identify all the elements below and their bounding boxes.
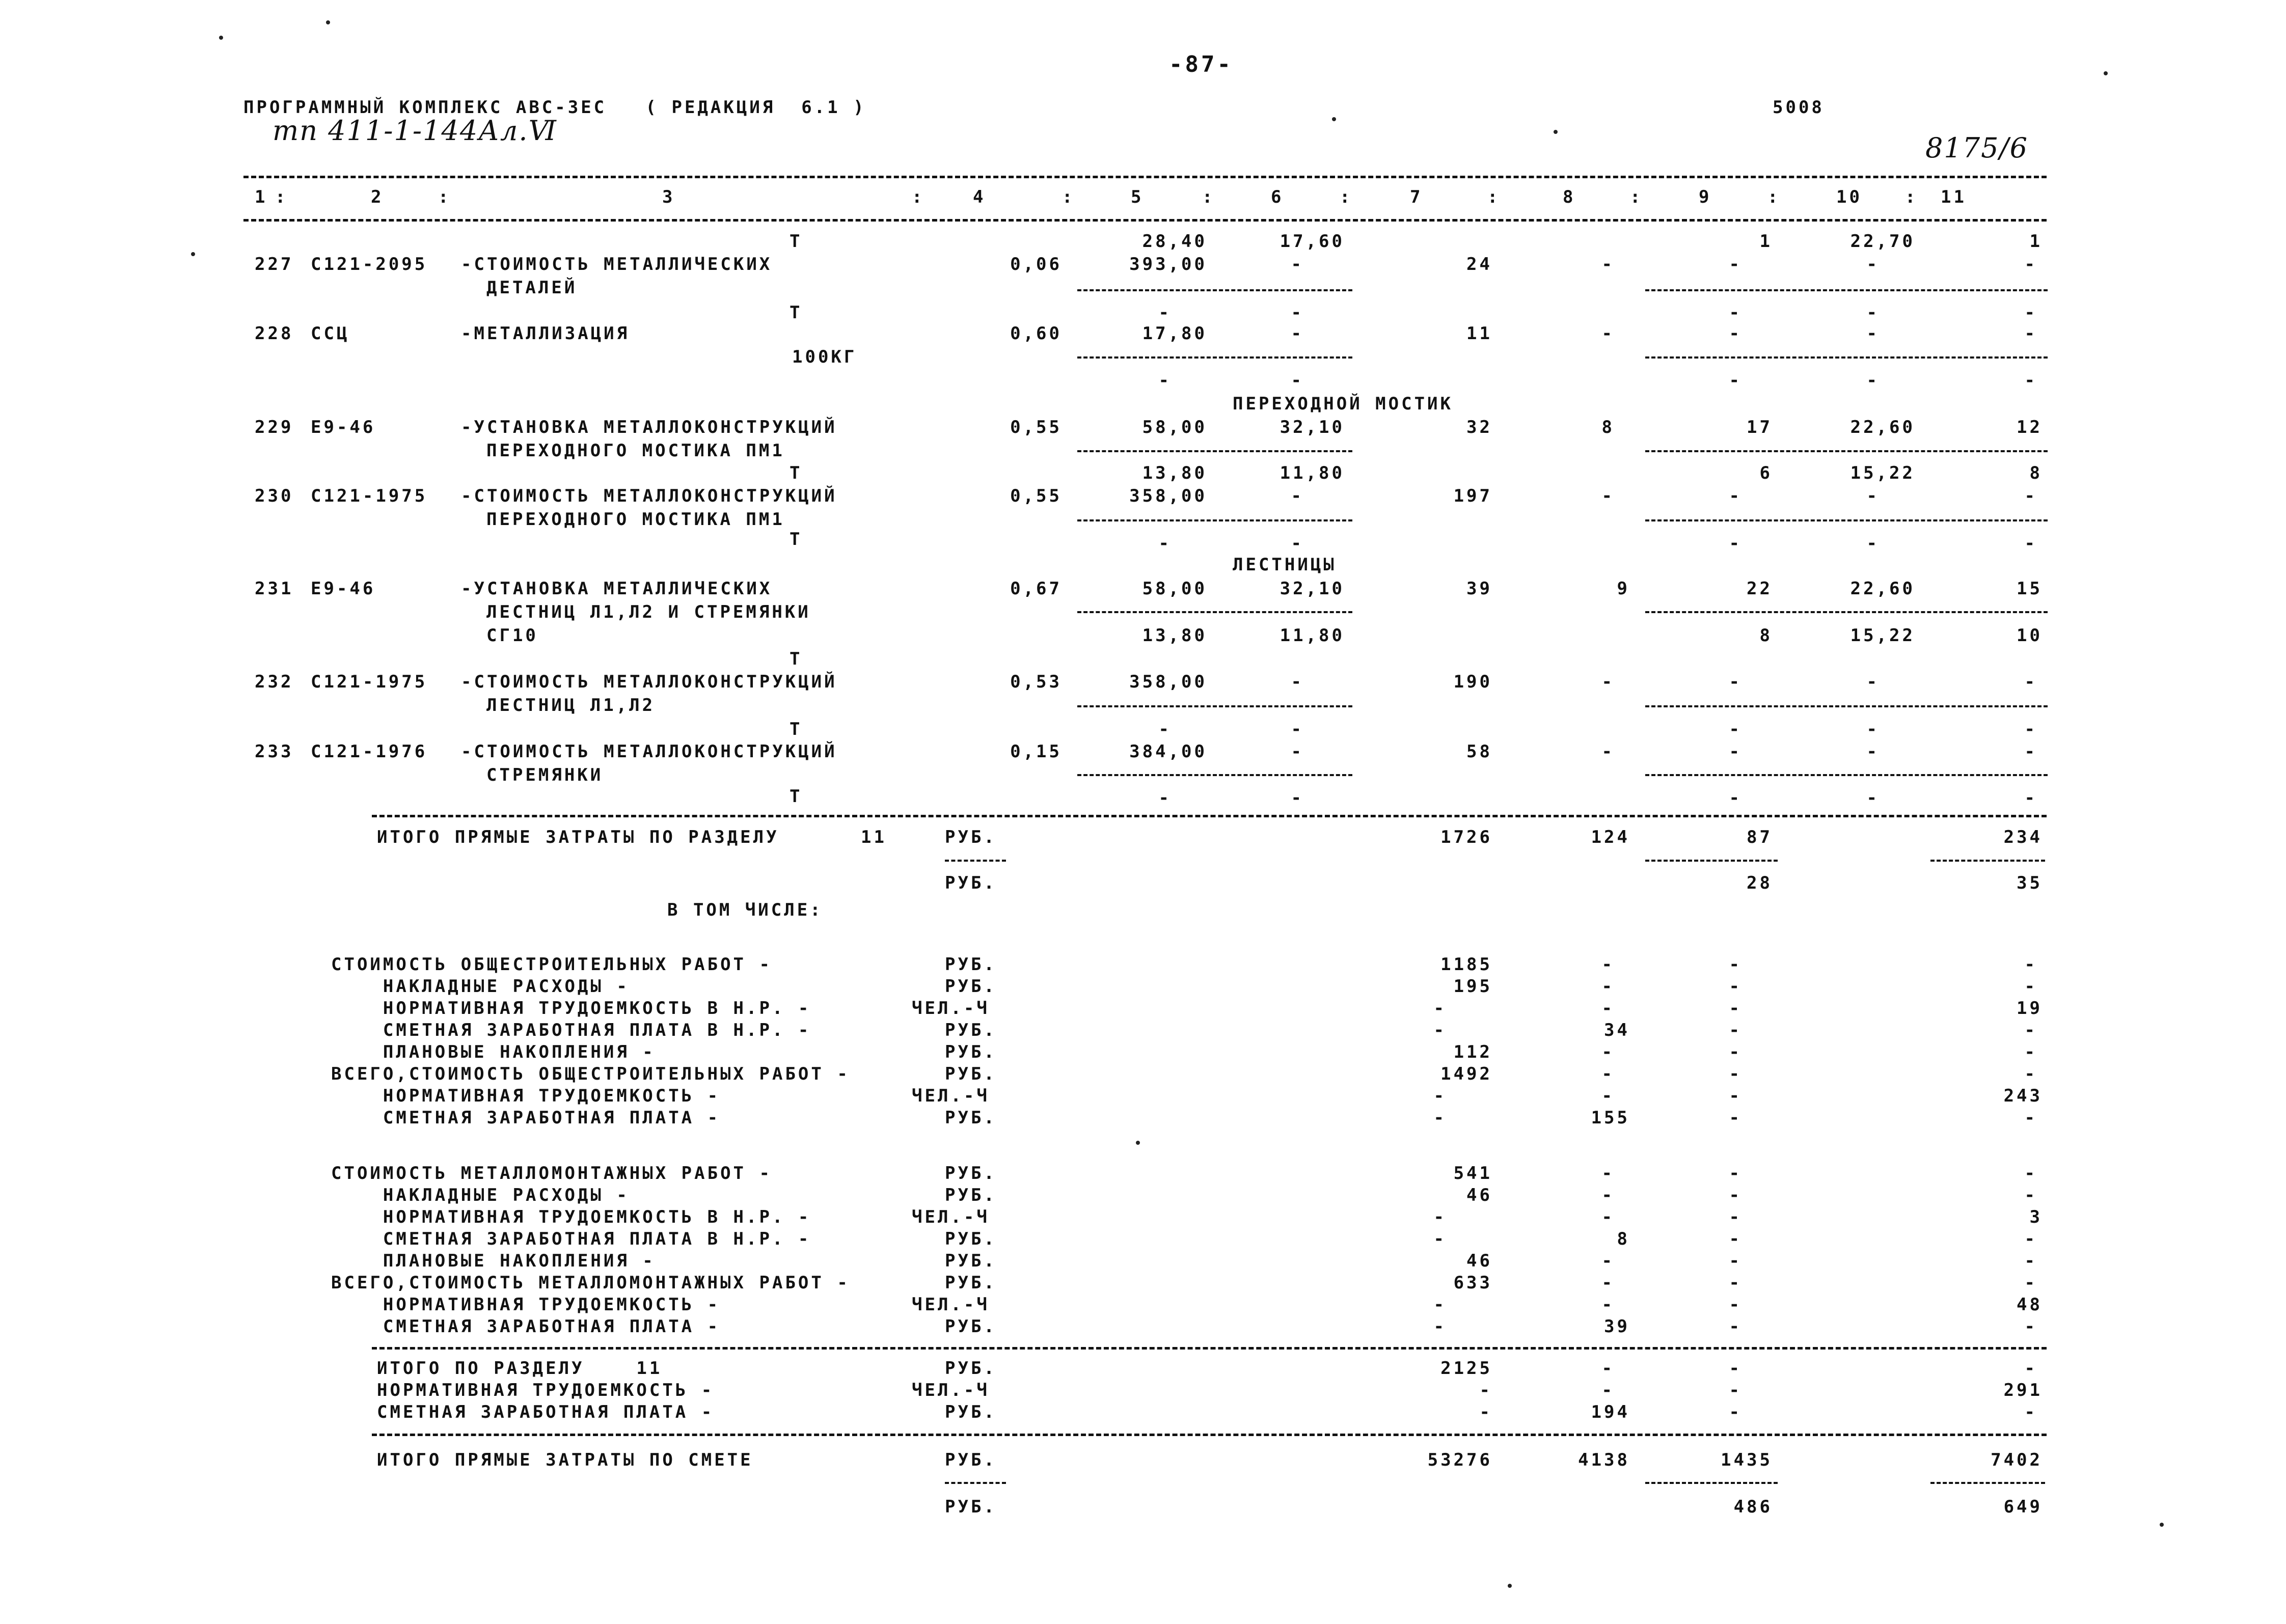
section-summary-rule: [372, 1347, 2047, 1350]
row-number: 227: [255, 254, 294, 274]
scan-speck: [2160, 1523, 2164, 1527]
col-header-6: 6: [1271, 187, 1284, 207]
including-label: В ТОМ ЧИСЛЕ:: [667, 900, 823, 920]
row-description: -УСТАНОВКА МЕТАЛЛИЧЕСКИХ: [461, 579, 773, 599]
handwritten-project-code: тп 411-1-144Ал.Ⅵ: [273, 115, 557, 147]
row-code: ССЦ: [311, 323, 350, 344]
row-description: -СТОИМОСТЬ МЕТАЛЛОКОНСТРУКЦИЙ: [461, 672, 837, 692]
row-number: 228: [255, 323, 294, 344]
row-number: 232: [255, 672, 294, 692]
col-header-7: 7: [1410, 187, 1423, 207]
row-description: -СТОИМОСТЬ МЕТАЛЛИЧЕСКИХ: [461, 254, 773, 274]
row-description: -УСТАНОВКА МЕТАЛЛОКОНСТРУКЦИЙ: [461, 417, 837, 437]
col-header-2: 2: [371, 187, 384, 207]
scan-speck: [1136, 1141, 1140, 1145]
row-code: С121-1975: [311, 672, 428, 692]
section-total-rule: [372, 815, 2047, 817]
scan-speck: [2104, 71, 2108, 75]
document-code: 5008: [1773, 97, 1825, 118]
header-top-rule: [243, 176, 2047, 178]
row-number: 229: [255, 417, 294, 437]
scan-speck: [326, 20, 330, 24]
row-number: 231: [255, 579, 294, 599]
col-header-3: 3: [662, 187, 675, 207]
col-header-5: 5: [1131, 187, 1144, 207]
handwritten-sheet-number: 8175/6: [1925, 132, 2028, 164]
col-header-4: 4: [973, 187, 986, 207]
document-page: -87- ПРОГРАММНЫЙ КОМПЛЕКС АВС-3ЕС ( РЕДАКЦИЯ 6.1 ) 5008 тп 411-1-144Ал.Ⅵ 8175/6 1 : 2 : 3 : 4 : 5 : 6 : 7 : 8 : 9 : 10 : 11 Т 28,40 17,60 1 22,70 1 227 С121-2095 -СТОИМОСТЬ МЕТАЛЛИЧЕСКИХ ДЕТАЛЕЙ 0,06 393,00 - 24 - - - - Т - - - - - 228 ССЦ -МЕТАЛЛИЗАЦИЯ 100КГ 0,60 17,80 - 11 - - - - - - - - - ПЕРЕХОДНОЙ МОСТИК 229 Е9-46 -УСТАНОВКА МЕТАЛЛОКОНСТРУКЦИЙ ПЕРЕХОДНОГО МОСТИКА ПМ1 0,55 58,00 32,10 32 8 17 22,60 12 Т 13,80 11,80 6 15,22 8 230 С121-1975 -СТОИМОСТЬ МЕТАЛЛОКОНСТРУКЦИЙ ПЕРЕХОДНОГО МОСТИКА ПМ1 Т 0,55 358,00 - 197 - - - - - - - - - ЛЕСТНИЦЫ 231 Е9-46 -УСТАНОВКА МЕТАЛЛИЧЕСКИХ ЛЕСТНИЦ Л1,Л2 И СТРЕМЯНКИ СГ10 0,67 58,00 32,10 39 9 22 22,60 15 13,80 11,80 8 15,22 10 Т 232 С121-1975 -СТОИМОСТЬ МЕТАЛЛОКОНСТРУКЦИЙ ЛЕСТНИЦ Л1,Л2 0,53 358,00 - 190 - - - - - - - - - Т 233 С121-1976 -СТОИМОСТЬ МЕТАЛЛОКОНСТРУКЦИЙ СТРЕМЯНКИ Т 0,15 384,00 - 58 - - - - - - - - - ИТОГО ПРЯМЫЕ ЗАТРАТЫ ПО РАЗДЕЛУ 11 РУБ. 1726 124 87 234 РУБ. 28 35 В ТОМ ЧИСЛЕ: СТОИМОСТЬ ОБЩЕСТРОИТЕЛЬНЫХ РАБОТ - РУБ. 1185 - - - НАКЛАДНЫЕ РАСХОДЫ - РУБ. 195 - - - НОРМАТИВНАЯ ТРУДОЕМКОСТЬ В Н.Р. - ЧЕЛ.-Ч - - - 19 СМЕТНАЯ ЗАРАБОТНАЯ ПЛАТА В Н.Р. - РУБ. - 34 - - ПЛАНОВЫЕ НАКОПЛЕНИЯ - РУБ. 112 - - - ВСЕГО,СТОИМОСТЬ ОБЩЕСТРОИТЕЛЬНЫХ РАБОТ - РУБ. 1492 - - - НОРМАТИВНАЯ ТРУДОЕМКОСТЬ - ЧЕЛ.-Ч - - - 243 СМЕТНАЯ ЗАРАБОТНАЯ ПЛАТА - РУБ. - 155 - - СТОИМОСТЬ МЕТАЛЛОМОНТАЖНЫХ РАБОТ - РУБ. 541 - - - НАКЛАДНЫЕ РАСХОДЫ - РУБ. 46 - - - НОРМАТИВНАЯ ТРУДОЕМКОСТЬ В Н.Р. - ЧЕЛ.-Ч - - - 3 СМЕТНАЯ ЗАРАБОТНАЯ ПЛАТА В Н.Р. - РУБ. - 8 - - ПЛАНОВЫЕ НАКОПЛЕНИЯ - РУБ. 46 - - - ВСЕГО,СТОИМОСТЬ МЕТАЛЛОМОНТАЖНЫХ РАБОТ - РУБ. 633 - - - НОРМАТИВНАЯ ТРУДОЕМКОСТЬ - ЧЕЛ.-Ч - - - 48 СМЕТНАЯ ЗАРАБОТНАЯ ПЛАТА - РУБ. - 39 - - ИТОГО ПО РАЗДЕЛУ 11 РУБ. 2125 - - - НОРМАТИВНАЯ ТРУДОЕМКОСТЬ - ЧЕЛ.-Ч - - - 291 СМЕТНАЯ ЗАРАБОТНАЯ ПЛАТА - РУБ. - 194 - - ИТОГО ПРЯМЫЕ ЗАТРАТЫ ПО СМЕТЕ РУБ. 53276 4138 1435 7402 РУБ. 486 649: [0, 0, 2286, 1624]
row-code: Е9-46: [311, 579, 376, 599]
section-heading: ЛЕСТНИЦЫ: [1233, 555, 1337, 575]
row-code: Е9-46: [311, 417, 376, 437]
col-header-1: 1: [255, 187, 268, 207]
row-description: -МЕТАЛЛИЗАЦИЯ: [461, 323, 630, 344]
row-code: С121-2095: [311, 254, 428, 274]
row-code: С121-1976: [311, 741, 428, 762]
row-description: -СТОИМОСТЬ МЕТАЛЛОКОНСТРУКЦИЙ: [461, 741, 837, 762]
estimate-total-rule: [372, 1434, 2047, 1436]
header-bottom-rule: [243, 219, 2047, 222]
page-number: -87-: [1169, 51, 1233, 77]
scan-speck: [219, 36, 223, 40]
row-number: 230: [255, 486, 294, 506]
col-header-8: 8: [1563, 187, 1576, 207]
col-header-10: 10: [1836, 187, 1862, 207]
scan-speck: [191, 252, 195, 256]
row-code: С121-1975: [311, 486, 428, 506]
col-header-11: 11: [1941, 187, 1967, 207]
scan-speck: [1332, 117, 1336, 121]
section-heading: ПЕРЕХОДНОЙ МОСТИК: [1233, 394, 1453, 414]
row-number: 233: [255, 741, 294, 762]
col-header-9: 9: [1699, 187, 1712, 207]
program-header: ПРОГРАММНЫЙ КОМПЛЕКС АВС-3ЕС ( РЕДАКЦИЯ 6.1 ): [243, 97, 866, 118]
scan-speck: [1508, 1584, 1512, 1588]
scan-speck: [1554, 130, 1558, 134]
row-description: -СТОИМОСТЬ МЕТАЛЛОКОНСТРУКЦИЙ: [461, 486, 837, 506]
